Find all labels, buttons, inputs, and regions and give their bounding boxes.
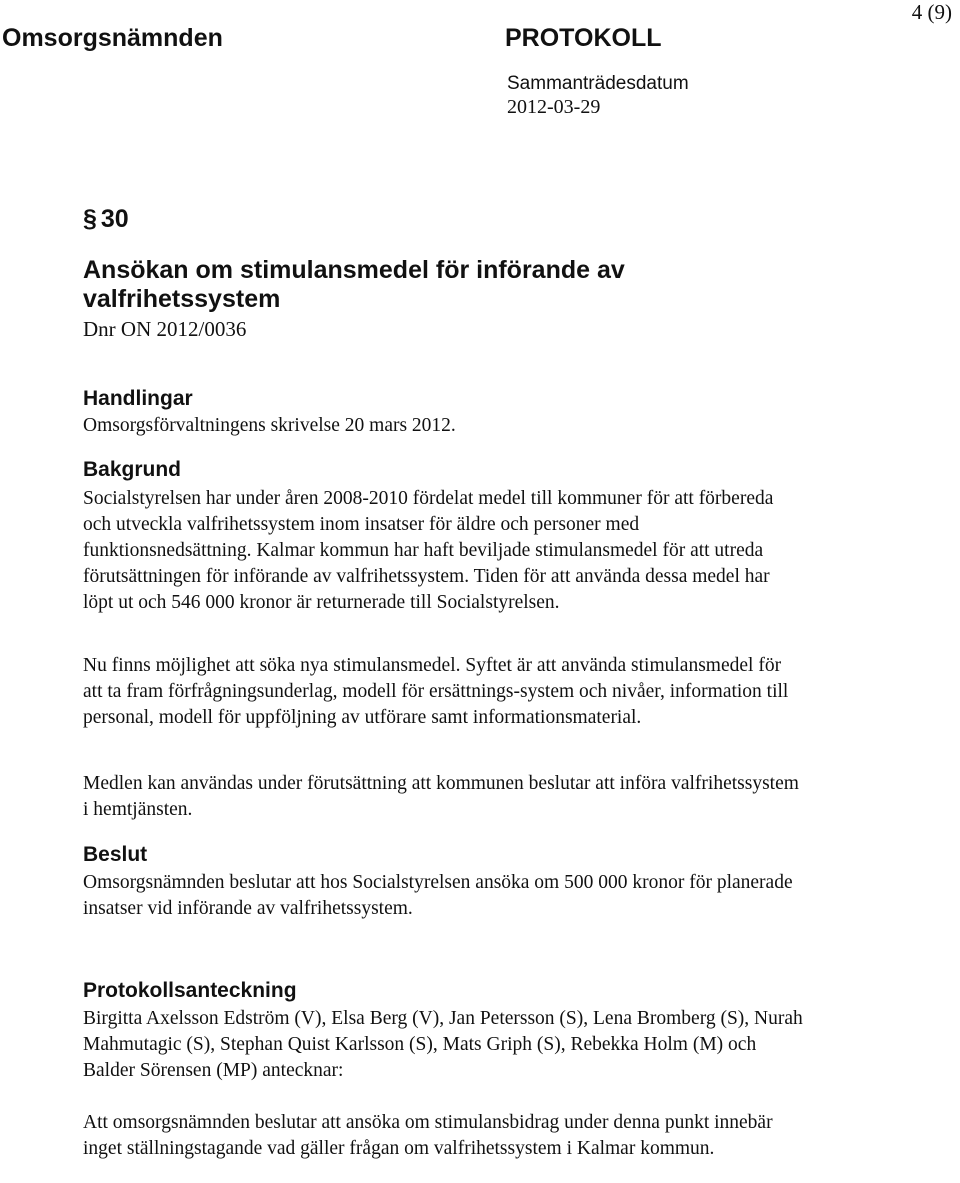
- beslut-text: Omsorgsnämnden beslutar att hos Socialstyrelsen ansöka om 500 000 kronor för planerade insatser vid införande av valfrihetssystem.: [83, 872, 793, 919]
- heading-beslut: Beslut: [83, 843, 148, 866]
- document-type: PROTOKOLL: [505, 24, 662, 52]
- section-number: [83, 205, 129, 234]
- bakgrund-paragraph-3: Medlen kan användas under förutsättning att kommunen beslutar att införa valfrihetssystem i hemtjänsten.: [83, 773, 799, 820]
- organization-name: Omsorgsnämnden: [2, 24, 223, 52]
- handlingar-text: Omsorgsförvaltningens skrivelse 20 mars 2012.: [83, 415, 456, 436]
- heading-handlingar: Handlingar: [83, 387, 193, 410]
- bakgrund-paragraph-2: Nu finns möjlighet att söka nya stimulansmedel. Syftet är att använda stimulansmedel för att ta fram förfrågningsunderlag, modell för ersättnings-system och nivåer, information till personal, modell för uppföljning av utförare samt informationsmaterial.: [83, 655, 789, 728]
- section-number-value: 30: [100, 205, 129, 233]
- meeting-date: 2012-03-29: [507, 96, 601, 118]
- heading-protokollsanteckning: Protokollsanteckning: [83, 979, 297, 1002]
- heading-bakgrund: Bakgrund: [83, 458, 182, 481]
- bakgrund-paragraph-1: Socialstyrelsen har under åren 2008-2010 fördelat medel till kommuner för att förbereda och utveckla valfrihetssystem inom insatser för äldre och personer med funktionsnedsättning. Kalmar kommun har haft beviljade stimulansmedel för att utreda förutsättningen för införande av valfrihetssystem. Tiden för att använda dessa medel har löpt ut och 546 000 kronor är returnerade till Socialstyrelsen.: [83, 488, 774, 613]
- diary-number: Dnr ON 2012/0036: [83, 317, 247, 341]
- protokollsanteckning-paragraph-2: Att omsorgsnämnden beslutar att ansöka om stimulansbidrag under denna punkt innebär inget ställningstagande vad gäller frågan om valfrihetssystem i Kalmar kommun.: [83, 1112, 773, 1159]
- page-title: Ansökan om stimulansmedel för införande av valfrihetssystem: [83, 256, 625, 313]
- paragraph-symbol: §: [83, 205, 97, 233]
- meeting-date-label: Sammanträdesdatum: [507, 73, 689, 94]
- page-number: 4 (9): [911, 0, 952, 24]
- protokollsanteckning-paragraph-1: Birgitta Axelsson Edström (V), Elsa Berg (V), Jan Petersson (S), Lena Bromberg (S), Nurah Mahmutagic (S), Stephan Quist Karlsson (S), Mats Griph (S), Rebekka Holm (M) och Balder Sörensen (MP) antecknar:: [83, 1008, 803, 1081]
